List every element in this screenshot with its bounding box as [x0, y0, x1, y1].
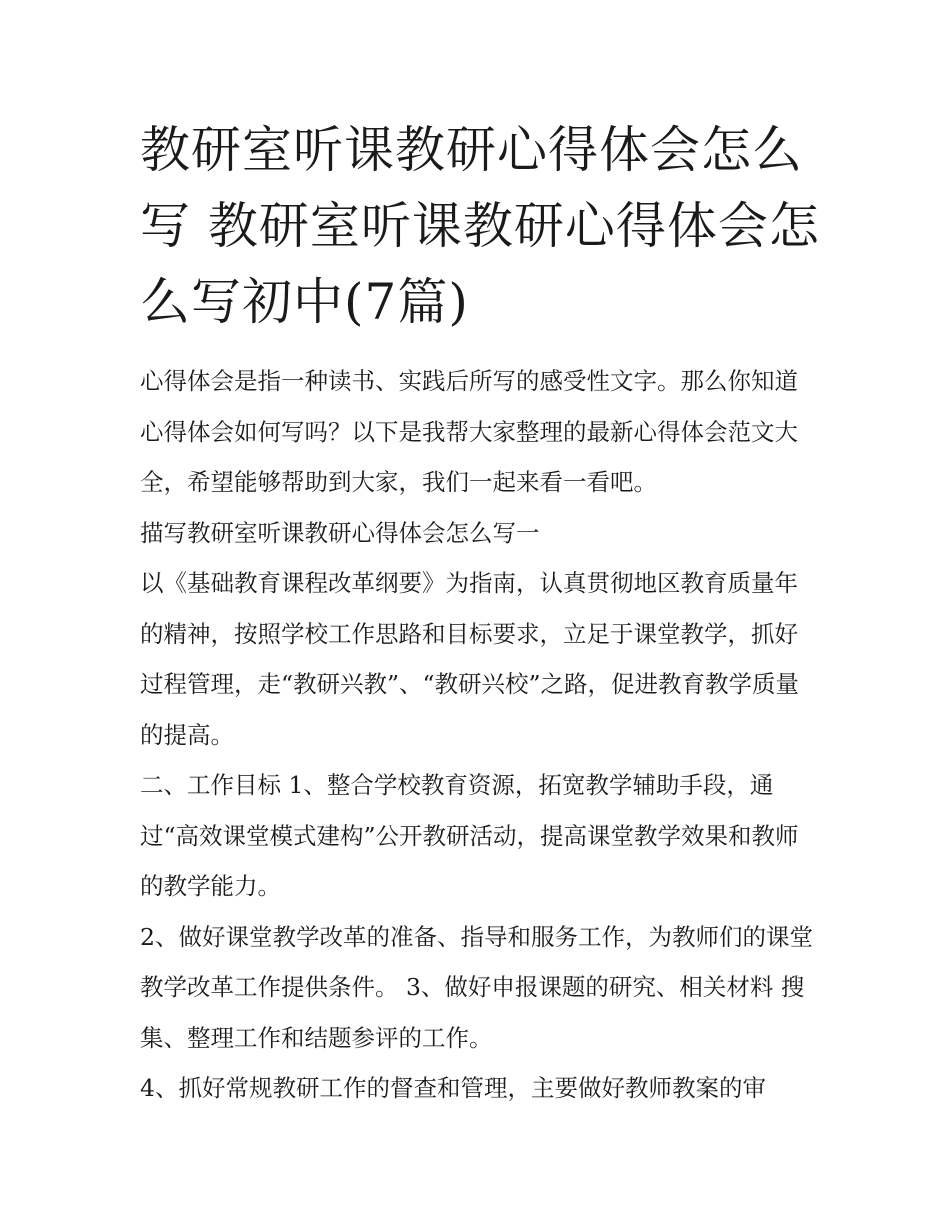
paragraph-item-4: 4、抓好常规教研工作的督查和管理，主要做好教师教案的审: [140, 1074, 766, 1102]
paragraph-work-goals: 二、工作目标 1、整合学校教育资源，拓宽教学辅助手段，通过“高效课堂模式建构”公开教研活动，提高课堂教学效果和教师的教学能力。: [140, 771, 799, 900]
paragraph-guidelines: 以《基础教育课程改革纲要》为指南，认真贯彻地区教育质量年的精神，按照学校工作思路和目标要求，立足于课堂教学，抓好过程管理，走“教研兴教”、“教研兴校”之路，促进教育教学质量的提高。: [140, 569, 800, 749]
document-title: 教研室听课教研心得体会怎么写 教研室听课教研心得体会怎么写初中(7篇): [140, 121, 820, 331]
paragraph-intro: 心得体会是指一种读书、实践后所写的感受性文字。那么你知道心得体会如何写吗？以下是我帮大家整理的最新心得体会范文大全，希望能够帮助到大家，我们一起来看一看吧。: [140, 367, 798, 496]
paragraph-section-heading: 描写教研室听课教研心得体会怎么写一: [140, 518, 540, 547]
paragraph-item-2-3: 2、做好课堂教学改革的准备、指导和服务工作，为教师们的课堂教学改革工作提供条件。 3、做好申报课题的研究、相关材料 搜集、整理工作和结题参评的工作。: [140, 922, 813, 1052]
document-body: [140, 356, 816, 1114]
